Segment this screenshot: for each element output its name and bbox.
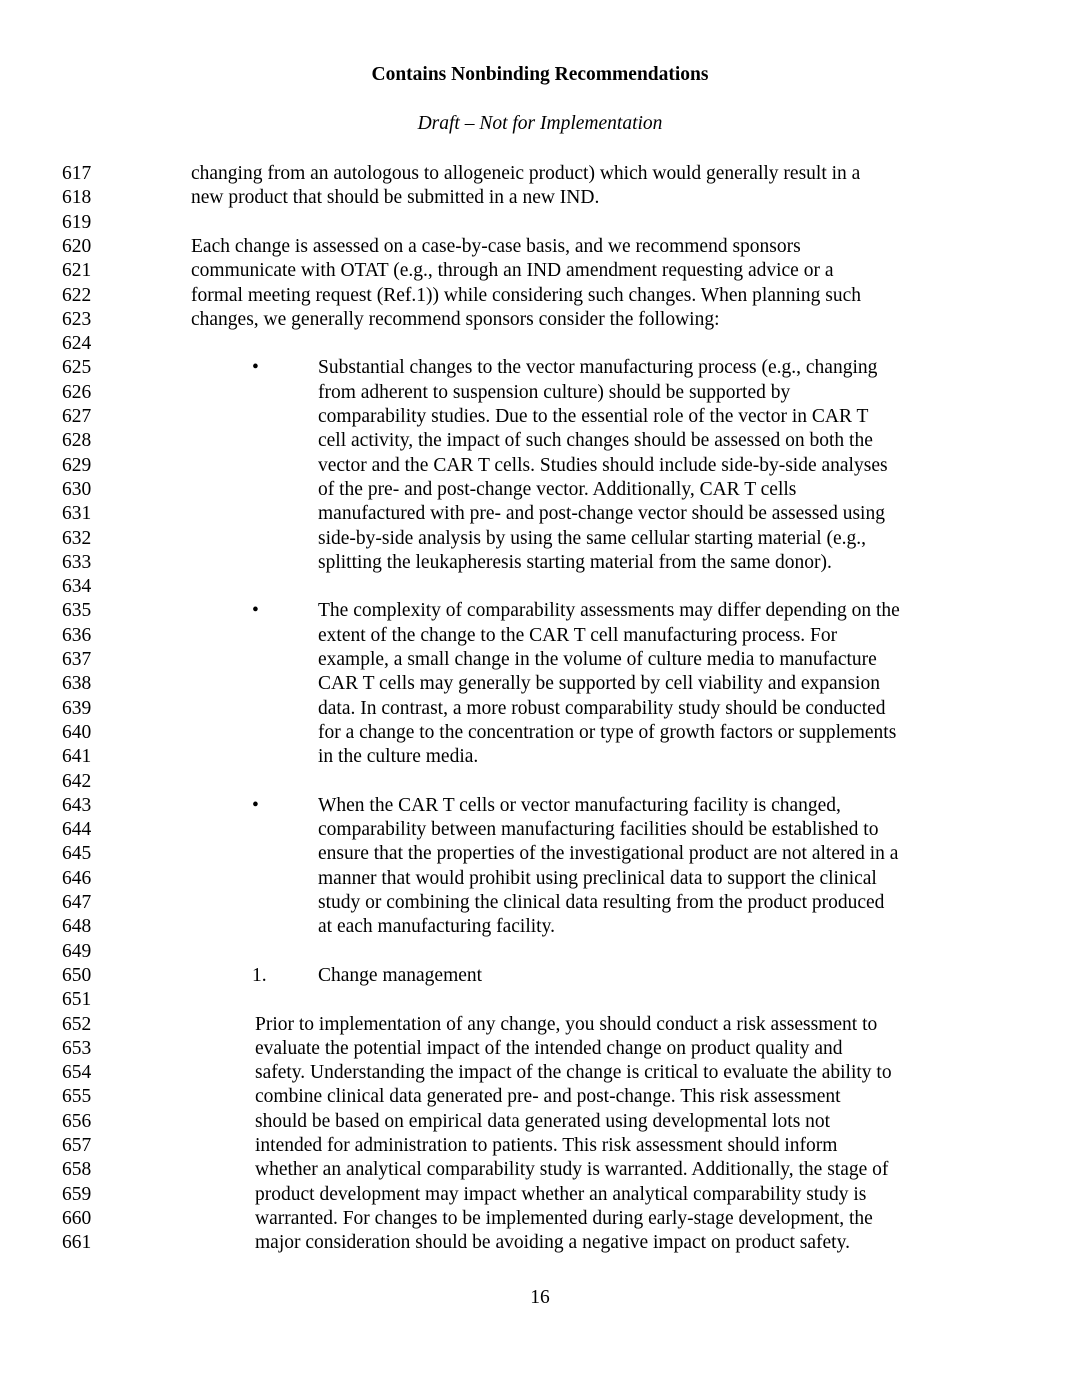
bullet-icon: • [252, 794, 259, 816]
line-text: changes, we generally recommend sponsors consider the following: [191, 308, 720, 330]
line-number: 621 [62, 260, 92, 282]
line-text: When the CAR T cells or vector manufacturing facility is changed, [318, 794, 841, 816]
line-number: 638 [62, 673, 92, 695]
line-number: 661 [62, 1232, 92, 1254]
line-text: safety. Understanding the impact of the change is critical to evaluate the ability to [255, 1062, 892, 1084]
line-number: 633 [62, 551, 92, 573]
line-text: whether an analytical comparability study is warranted. Additionally, the stage of [255, 1159, 889, 1181]
line-number: 619 [62, 211, 92, 233]
section-heading: Change management [318, 964, 483, 986]
line-text: study or combining the clinical data resulting from the product produced [318, 892, 885, 913]
line-text: CAR T cells may generally be supported by cell viability and expansion [318, 673, 880, 695]
line-number: 642 [62, 770, 92, 792]
line-number: 653 [62, 1037, 92, 1059]
line-text: The complexity of comparability assessments may differ depending on the [318, 600, 900, 622]
line-text: major consideration should be avoiding a negative impact on product safety. [255, 1232, 850, 1254]
line-text: changing from an autologous to allogeneic product) which would generally result in a [191, 163, 861, 184]
line-text: new product that should be submitted in a new IND. [191, 187, 600, 209]
line-number: 643 [62, 794, 92, 816]
line-text: manufactured with pre- and post-change vector should be assessed using [318, 503, 885, 525]
line-text: side-by-side analysis by using the same cellular starting material (e.g., [318, 527, 867, 549]
list-number: 1. [252, 964, 267, 986]
line-number: 617 [62, 163, 92, 184]
line-number: 657 [62, 1135, 92, 1156]
line-text: Each change is assessed on a case-by-case basis, and we recommend sponsors [191, 235, 801, 257]
line-text: at each manufacturing facility. [318, 916, 555, 938]
line-number: 656 [62, 1110, 92, 1132]
line-text: data. In contrast, a more robust comparability study should be conducted [318, 697, 886, 719]
line-number: 623 [62, 308, 92, 330]
line-number: 636 [62, 624, 92, 646]
line-text: comparability between manufacturing facilities should be established to [318, 819, 879, 841]
document-header-title: Contains Nonbinding Recommendations [371, 64, 709, 85]
line-number: 649 [62, 940, 92, 962]
line-text: from adherent to suspension culture) should be supported by [318, 381, 791, 403]
line-number: 637 [62, 649, 92, 670]
page-number: 16 [530, 1287, 550, 1308]
line-number: 625 [62, 357, 92, 379]
line-text: formal meeting request (Ref.1)) while considering such changes. When planning such [191, 284, 862, 306]
bullet-icon: • [252, 600, 259, 622]
line-text: comparability studies. Due to the essential role of the vector in CAR T [318, 406, 869, 427]
line-number: 644 [62, 819, 92, 841]
line-number: 650 [62, 964, 92, 986]
line-number: 658 [62, 1159, 92, 1181]
line-number: 655 [62, 1086, 92, 1108]
line-number: 634 [62, 576, 92, 598]
line-number: 620 [62, 235, 92, 257]
line-number: 626 [62, 381, 92, 403]
line-number: 648 [62, 916, 92, 938]
line-number: 641 [62, 746, 92, 768]
line-number: 632 [62, 527, 92, 549]
line-number: 640 [62, 721, 92, 743]
line-number: 652 [62, 1013, 92, 1035]
line-number: 627 [62, 406, 92, 427]
line-number: 647 [62, 892, 92, 913]
line-text: of the pre- and post-change vector. Additionally, CAR T cells [318, 478, 797, 500]
line-text: splitting the leukapheresis starting material from the same donor). [318, 551, 832, 573]
line-number: 630 [62, 478, 92, 500]
line-number: 654 [62, 1062, 92, 1084]
line-text: for a change to the concentration or type of growth factors or supplements [318, 721, 897, 743]
line-text: vector and the CAR T cells. Studies should include side-by-side analyses [318, 454, 888, 476]
line-text: intended for administration to patients. This risk assessment should inform [255, 1135, 838, 1156]
line-number: 618 [62, 187, 92, 209]
line-number: 659 [62, 1183, 92, 1205]
line-number: 660 [62, 1207, 92, 1229]
line-text: example, a small change in the volume of culture media to manufacture [318, 649, 877, 670]
line-text: product development may impact whether an analytical comparability study is [255, 1183, 867, 1205]
line-number: 628 [62, 430, 92, 452]
line-number: 651 [62, 989, 92, 1011]
line-text: Prior to implementation of any change, you should conduct a risk assessment to [255, 1013, 878, 1035]
line-number: 635 [62, 600, 92, 622]
line-text: manner that would prohibit using preclinical data to support the clinical [318, 867, 877, 889]
line-text: should be based on empirical data generated using developmental lots not [255, 1110, 831, 1132]
line-text: extent of the change to the CAR T cell manufacturing process. For [318, 624, 838, 646]
line-text: ensure that the properties of the investigational product are not altered in a [318, 843, 899, 865]
line-text: communicate with OTAT (e.g., through an IND amendment requesting advice or a [191, 260, 834, 282]
line-text: evaluate the potential impact of the intended change on product quality and [255, 1037, 843, 1059]
line-number: 624 [62, 333, 92, 355]
line-number: 631 [62, 503, 92, 525]
line-number: 629 [62, 454, 92, 476]
document-header-subtitle: Draft – Not for Implementation [417, 113, 663, 134]
line-text: combine clinical data generated pre- and post-change. This risk assessment [255, 1086, 841, 1108]
line-number: 645 [62, 843, 92, 865]
line-text: warranted. For changes to be implemented during early-stage development, the [255, 1207, 873, 1229]
line-number: 646 [62, 867, 92, 889]
line-number: 622 [62, 284, 92, 306]
line-number: 639 [62, 697, 92, 719]
line-text: cell activity, the impact of such changes should be assessed on both the [318, 430, 873, 452]
line-text: Substantial changes to the vector manufacturing process (e.g., changing [318, 357, 878, 379]
line-text: in the culture media. [318, 746, 479, 768]
bullet-icon: • [252, 357, 259, 379]
